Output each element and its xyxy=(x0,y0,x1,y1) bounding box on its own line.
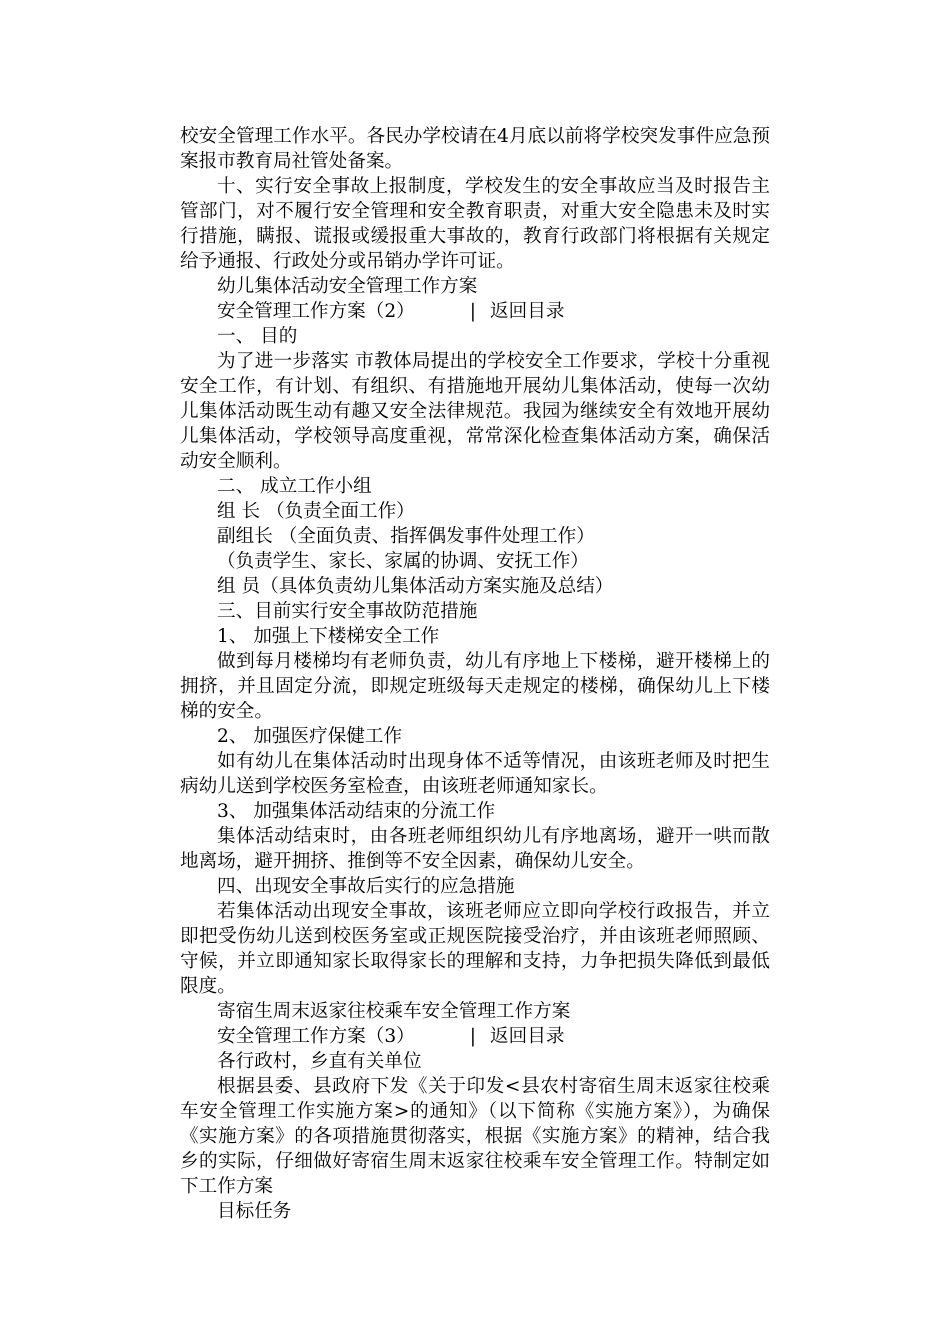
paragraph: 目标任务 xyxy=(217,1201,292,1222)
paragraph: 各行政村，乡直有关单位 xyxy=(217,1051,422,1072)
document-page xyxy=(180,124,770,1224)
back-to-contents-link[interactable]: 返回目录 xyxy=(490,301,565,322)
nav-separator: | xyxy=(469,301,477,322)
paragraph: （负责学生、家长、家属的协调、安抚工作） xyxy=(217,551,589,572)
paragraph: 如有幼儿在集体活动时出现身体不适等情况，由该班老师及时把生病幼儿送到学校医务室检查，由该班老师通知家长。 xyxy=(180,751,770,797)
paragraph: 组 长 （负责全面工作） xyxy=(217,501,415,522)
paragraph: 校安全管理工作水平。各民办学校请在4月底以前将学校突发事件应急预案报市教育局社管处备案。 xyxy=(180,126,770,172)
paragraph: 集体活动结束时，由各班老师组织幼儿有序地离场，避开一哄而散地离场，避开拥挤、推倒等不安全因素，确保幼儿安全。 xyxy=(180,826,770,872)
paragraph: 二、 成立工作小组 xyxy=(217,476,372,497)
paragraph: 根据县委、县政府下发《关于印发<县农村寄宿生周末返家往校乘车安全管理工作实施方案>的通知》（以下简称《实施方案》），为确保《实施方案》的各项措施贯彻落实，根据《实施方案》的精神，结合我乡的实际，仔细做好寄宿生周末返家往校乘车安全管理工作。特制定如下工作方案 xyxy=(180,1076,770,1197)
paragraph: 十、实行安全事故上报制度，学校发生的安全事故应当及时报告主管部门，对不履行安全管理和安全教育职责，对重大安全隐患未及时实行措施，瞒报、谎报或缓报重大事故的，教育行政部门将根据有关规定给予通报、行政处分或吊销办学许可证。 xyxy=(180,176,770,272)
paragraph: 2、 加强医疗保健工作 xyxy=(217,726,403,747)
paragraph: 一、 目的 xyxy=(217,326,298,347)
back-to-contents-link[interactable]: 返回目录 xyxy=(490,1026,565,1047)
paragraph: 副组长 （全面负责、指挥偶发事件处理工作） xyxy=(217,526,595,547)
section-heading: 寄宿生周末返家往校乘车安全管理工作方案 xyxy=(217,1001,571,1022)
section-heading: 幼儿集体活动安全管理工作方案 xyxy=(217,276,478,297)
paragraph: 若集体活动出现安全事故，该班老师应立即向学校行政报告，并立即把受伤幼儿送到校医务室或正规医院接受治疗，并由该班老师照顾、守候，并立即通知家长取得家长的理解和支持，力争把损失降低到最低限度。 xyxy=(180,901,770,997)
nav-title: 安全管理工作方案（2） xyxy=(217,301,415,322)
paragraph: 为了进一步落实 市教体局提出的学校安全工作要求，学校十分重视安全工作，有计划、有组织、有措施地开展幼儿集体活动，使每一次幼儿集体活动既生动有趣又安全法律规范。我园为继续安全有效地开展幼儿集体活动，学校领导高度重视，常常深化检查集体活动方案，确保活动安全顺利。 xyxy=(180,351,770,472)
nav-line xyxy=(180,299,770,324)
paragraph: 3、 加强集体活动结束的分流工作 xyxy=(217,801,496,822)
paragraph: 做到每月楼梯均有老师负责，幼儿有序地上下楼梯，避开楼梯上的拥挤，并且固定分流，即规定班级每天走规定的楼梯，确保幼儿上下楼梯的安全。 xyxy=(180,651,770,722)
paragraph: 组 员（具体负责幼儿集体活动方案实施及总结） xyxy=(217,576,614,597)
nav-title: 安全管理工作方案（3） xyxy=(217,1026,415,1047)
paragraph: 四、出现安全事故后实行的应急措施 xyxy=(217,876,515,897)
paragraph: 三、目前实行安全事故防范措施 xyxy=(217,601,478,622)
nav-line xyxy=(180,1024,770,1049)
paragraph: 1、 加强上下楼梯安全工作 xyxy=(217,626,440,647)
nav-separator: | xyxy=(469,1026,477,1047)
